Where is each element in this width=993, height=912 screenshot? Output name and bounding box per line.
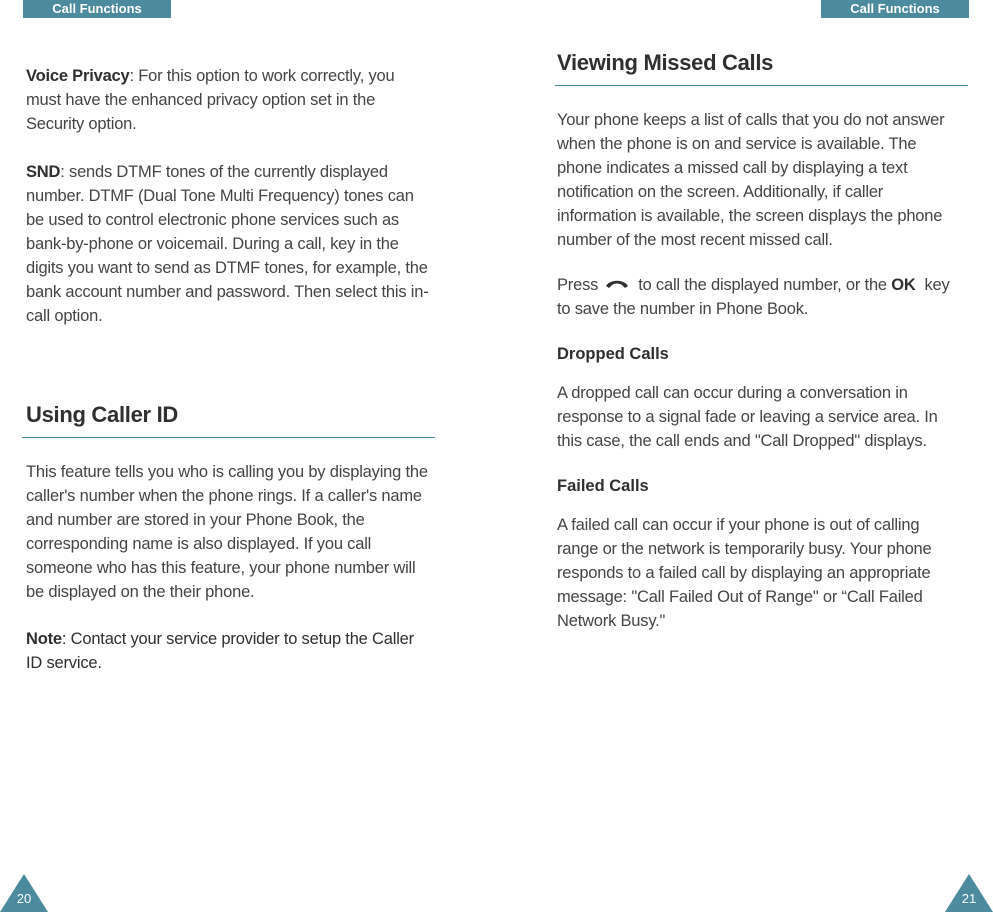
failed-calls-title: Failed Calls	[557, 477, 649, 495]
page-number: 20	[16, 891, 32, 906]
snd-text: : sends DTMF tones of the currently displayed number. DTMF (Dual Tone Multi Frequency) tones can be used to control electronic phone services such as bank-by-phone or voicemail. During a call, key in the digits you want to send as DTMF tones, for example, the bank account number and password. Then select this in-call option.	[26, 163, 429, 325]
header-tab: Call Functions	[821, 0, 969, 18]
page-number-badge	[0, 874, 48, 912]
page-number: 21	[961, 891, 977, 906]
dropped-calls-title: Dropped Calls	[557, 345, 669, 363]
left-page	[0, 0, 496, 912]
snd-term: SND	[26, 163, 61, 181]
press-after: key to save the number in Phone Book.	[557, 276, 950, 318]
note-text: : Contact your service provider to setup the Caller ID service.	[26, 630, 414, 672]
dropped-calls-text: A dropped call can occur during a conversation in response to a signal fade or leaving a service area. In this case, the call ends and "Call Dropped" displays.	[557, 384, 938, 450]
section-title-missed-calls: Viewing Missed Calls	[557, 50, 774, 75]
snd-paragraph	[26, 160, 436, 328]
voice-privacy-term: Voice Privacy	[26, 67, 130, 85]
send-key-icon	[604, 277, 630, 291]
section-rule	[22, 437, 435, 438]
missed-calls-intro: Your phone keeps a list of calls that you do not answer when the phone is on and service is available. The phone indicates a missed call by displaying a text notification on the screen. Additionally, if caller information is available, the screen displays the phone number of the most recent missed call.	[557, 111, 945, 249]
note-paragraph	[26, 627, 431, 675]
note-term: Note	[26, 630, 62, 648]
right-page	[496, 0, 993, 912]
page-number-badge	[945, 874, 993, 912]
voice-privacy-text: : For this option to work correctly, you must have the enhanced privacy option set in the Security option.	[26, 67, 395, 133]
section-rule	[555, 85, 968, 86]
failed-calls-text: A failed call can occur if your phone is out of calling range or the network is temporarily busy. Your phone responds to a failed call by displaying an appropriate message: "Call Failed Out of Range" or “Call Failed Network Busy."	[557, 516, 932, 630]
section-title-caller-id: Using Caller ID	[26, 402, 178, 427]
press-middle: to call the displayed number, or the	[638, 276, 887, 294]
header-tab: Call Functions	[23, 0, 171, 18]
ok-key: OK	[891, 276, 916, 294]
caller-id-paragraph: This feature tells you who is calling you by displaying the caller's number when the phone rings. If a caller's name and number are stored in your Phone Book, the corresponding name is also displayed. If you call someone who has this feature, your phone number will be displayed on the their phone.	[26, 463, 428, 601]
voice-privacy-paragraph	[26, 64, 426, 136]
press-before: Press	[557, 276, 599, 294]
press-paragraph	[557, 273, 967, 321]
